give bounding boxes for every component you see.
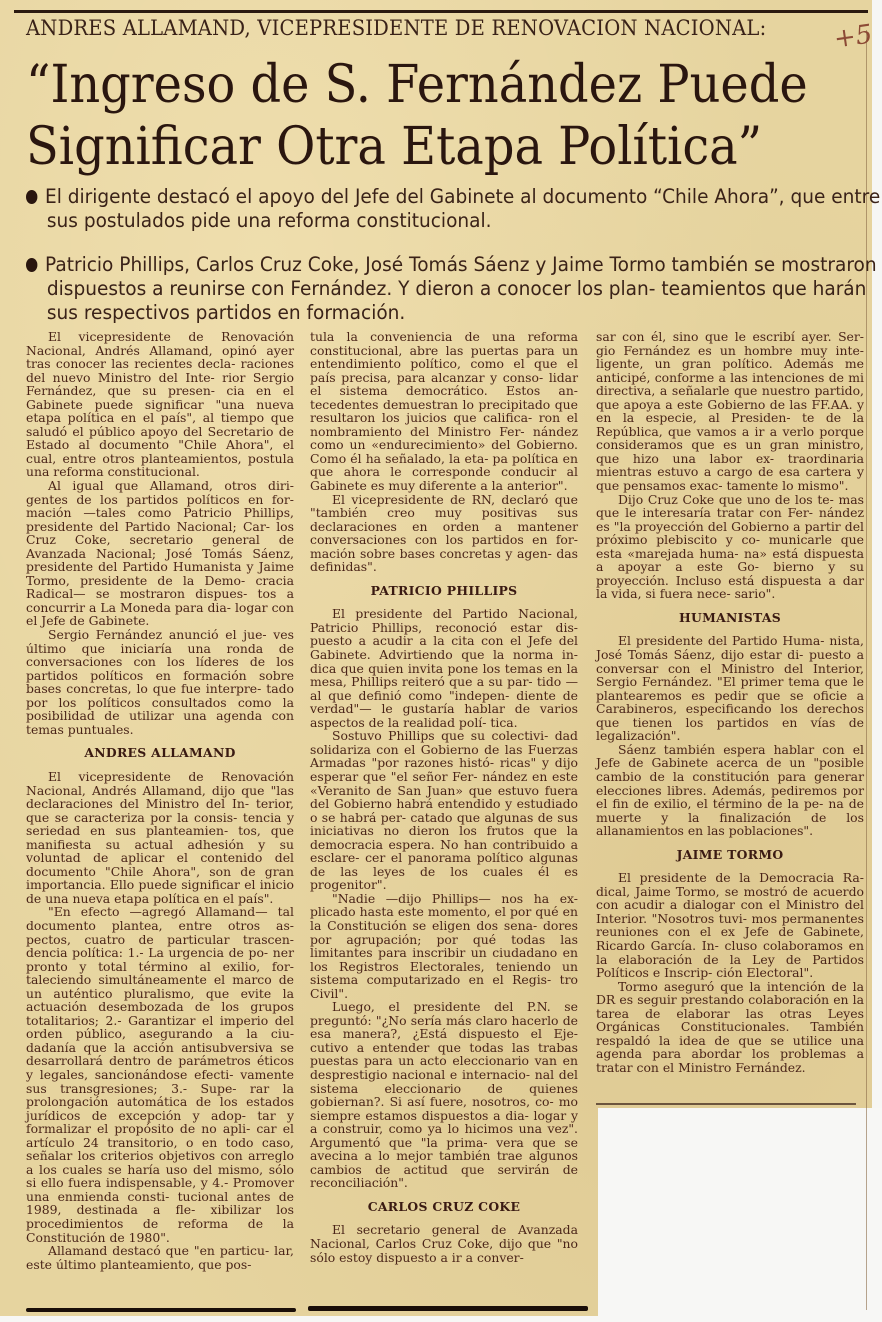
column-end-rule xyxy=(596,1103,856,1105)
paragraph: El presidente de la Democracia Ra- dical, Jaime Tormo, se mostró de acuerdo con acudir a dialogar con el Ministro del Interior. "Nosotros tuvi- mos permanentes reuniones con el ex Jefe de Gabinete, Ricardo García. In- cluso colaboramos en la elaboración de la Ley de Partidos Políticos e Inscrip- ción Electoral". xyxy=(596,870,864,981)
blank-area xyxy=(598,1108,882,1322)
summary-bullet-1 xyxy=(26,185,881,233)
kicker: ANDRES ALLAMAND, VICEPRESIDENTE DE RENOVACION NACIONAL: xyxy=(26,16,767,40)
headline xyxy=(26,54,808,178)
top-rule xyxy=(14,10,868,13)
section-heading: CARLOS CRUZ COKE xyxy=(367,1198,521,1214)
section-heading: JAIME TORMO xyxy=(676,846,784,862)
paragraph: El vicepresidente de Renovación Nacional, Andrés Allamand, dijo que "las declaraciones del Ministro del In- terior, que se caracteriza por la consis- tencia y seriedad en sus planteamien- tos, que manifiesta su actual adhesión y su voluntad de aplicar el contenido del documento "Chile Ahora", son de gran importancia. Ello puede significar el inicio de una nueva etapa política en el país". xyxy=(26,768,294,906)
bullet-icon xyxy=(26,190,37,204)
headline-line-2: Significar Otra Etapa Política” xyxy=(26,117,763,177)
paragraph: El secretario general de Avanzada Nacional, Carlos Cruz Coke, dijo que "no sólo estoy dispuesto a ir a conver- xyxy=(310,1222,578,1265)
bottom-rule xyxy=(308,1306,588,1311)
summary-bullet-2 xyxy=(26,253,877,325)
blank-strip xyxy=(0,1316,882,1322)
paragraph: El presidente del Partido Nacional, Patricio Phillips, reconoció estar dis- puesto a acudir a la cita con el Jefe del Gabinete. Advirtiendo que la norma in- dica que quien invita pone los temas en la mesa, Phillips reiteró que a su par- tido —al que definió como "indepen- diente de verdad"— le gustaría hablar de varios aspectos de la realidad polí- tica. xyxy=(310,606,578,730)
paragraph: sar con él, sino que le escribí ayer. Ser- gio Fernández es un hombre muy inte- ligente, un gran político. Además me anticipé, conforme a las intenciones de mi directiva, a señalarle que nuestro partido, que apoya a este Gobierno de las FF.AA. y en la especie, al Presiden- te de la República, que vamos a ir a verlo porque consideramos que es un gran ministro, que hizo una labor ex- traordinaria mientras estuvo a cargo de esa cartera y que pensamos exac- tamente lo mismo". xyxy=(596,329,864,494)
paragraph: Luego, el presidente del P.N. se preguntó: "¿No sería más claro hacerlo de esa manera?, ¿Está dispuesto el Eje- cutivo a entender que todas las trabas puestas para un acto eleccionario van en desprestigio nacional e internacio- nal del sistema eleccionario de quienes gobiernan?. Si así fuere, nosotros, co- mo siempre estamos dispuestos a dia- logar y a construir, como ya lo hicimos una vez". Argumentó que "la prima- vera que se avecina a lo mejor también trae algunos cambios de actitud que servirán de reconciliación". xyxy=(310,999,578,1191)
headline-line-1: “Ingreso de S. Fernández Puede xyxy=(26,55,808,115)
paragraph: Sáenz también espera hablar con el Jefe de Gabinete acerca de un "posible cambio de la constitución para generar elecciones libres. Además, pediremos por el fin de exilio, el término de la pe- na de muerte y la finalización de los allanamientos en las poblaciones". xyxy=(596,741,864,839)
bullet-text: El dirigente destacó el apoyo del Jefe del Gabinete al documento “Chile Ahora”, que entre sus postulados pide una reforma constitucional. xyxy=(45,185,881,232)
paragraph: tula la conveniencia de una reforma constitucional, abre las puertas para un entendimiento político, como el que el país precisa, para alcanzar y conso- lidar el sistema democrático. Estos an- tecedentes demuestran lo precipitado que resultaron los juicios que califica- ron el nombramiento del Ministro Fer- nández como un «endurecimiento» del Gobierno. Como él ha señalado, la eta- pa política en que ahora le corresponde conducir al Gabinete es muy diferente a la anterior". xyxy=(310,329,578,494)
section-heading: PATRICIO PHILLIPS xyxy=(370,582,518,598)
paragraph: Dijo Cruz Coke que uno de los te- mas que le interesaría tratar con Fer- nández es "la proyección del Gobierno a partir del próximo plebiscito y co- municarle que esta «marejada huma- na» está dispuesta a apoyar a este Go- bierno y su proyección. Incluso está dispuesta a dar la vida, si fuera nece- sario". xyxy=(596,491,864,602)
column-3 xyxy=(596,330,864,1074)
bullet-icon xyxy=(26,258,37,272)
paragraph: El presidente del Partido Huma- nista, José Tomás Sáenz, dijo estar di- puesto a conversar con el Ministro del Interior, Sergio Fernández. "El primer tema que le plantearemos es pedir que se oficie a Carabineros, especificando los derechos que tienen los partidos en vías de legalización". xyxy=(596,633,864,744)
paragraph: Allamand destacó que "en particu- lar, este último planteamiento, que pos- xyxy=(26,1243,294,1272)
section-heading: HUMANISTAS xyxy=(678,609,781,625)
paragraph: "En efecto —agregó Allamand— tal documento plantea, entre otros as- pectos, cuatro de particular trascen- dencia política: 1.- La urgencia de po- ner pronto y total término al exilio, for- taleciendo simultáneamente el marco de un auténtico pluralismo, que evite la actuación desembozada de los grupos totalitarios; 2.- Garantizar el imperio del orden público, asegurando a la ciu- dadanía que la acción antisubversiva se desarrollará dentro de parámetros éticos y legales, sancionándose efecti- vamente sus transgresiones; 3.- Supe- rar la prolongación automática de los estados jurídicos de excepción y adop- tar y formalizar el propósito de no apli- car el artículo 24 transitorio, o en todo caso, señalar los criterios objetivos con arreglo a los cuales se haría uso del mismo, sólo si ello fuera indispensable, y 4.- Promover una enmienda consti- tucional antes de 1989, destinada a fle- xibilizar los procedimientos de reforma de la Constitución de 1980". xyxy=(26,904,294,1245)
paragraph: Al igual que Allamand, otros diri- gentes de los partidos políticos en for- mación —tales como Patricio Phillips, presidente del Partido Nacional; Car- los Cruz Coke, secretario general de Avanzada Nacional; José Tomás Sáenz, presidente del Partido Humanista y Jaime Tormo, presidente de la Demo- cracia Radical— se mostraron dispues- tos a concurrir a La Moneda para dia- logar con el Jefe de Gabinete. xyxy=(26,478,294,629)
paragraph: Sostuvo Phillips que su colectivi- dad solidariza con el Gobierno de las Fuerzas Armadas "por razones histó- ricas" y dijo esperar que "el señor Fer- nández en este «Veranito de San Juan» que estuvo fuera del Gobierno habrá entendido y estudiado o se habrá per- catado que algunas de sus iniciativas no dieron los frutos que la democracia espera. No han contribuido a esclare- cer el panorama político algunas de las leyes de los cuales él es progenitor". xyxy=(310,728,578,893)
section-heading: ANDRES ALLAMAND xyxy=(84,745,236,761)
paragraph: "Nadie —dijo Phillips— nos ha ex- plicado hasta este momento, el por qué en la Constitución se eligen dos sena- dores por agrupación; por qué todas las limitantes para inscribir un ciudadano en los Registros Electorales, teniendo un sistema computarizado en el Regis- tro Civil". xyxy=(310,890,578,1001)
column-1 xyxy=(26,330,294,1271)
paragraph: Tormo aseguró que la intención de la DR es seguir prestando colaboración en la tarea de elaborar las otras Leyes Orgánicas Constitucionales. También respaldó la idea de que se utilice una agenda para abordar los problemas a tratar con el Ministro Fernández. xyxy=(596,978,864,1075)
paragraph: El vicepresidente de Renovación Nacional, Andrés Allamand, opinó ayer tras conocer las recientes decla- raciones del nuevo Ministro del Inte- rior Sergio Fernández, que su presen- cia en el Gabinete puede significar "una nueva etapa política en el país", al tiempo que saludó el público apoyo del Secretario de Estado al documento "Chile Ahora", el cual, entre otros planteamientos, postula una reforma constitucional. xyxy=(26,329,294,480)
bottom-rule xyxy=(26,1308,296,1312)
column-2 xyxy=(310,330,578,1264)
handwritten-note: +5 xyxy=(832,19,875,55)
paragraph: El vicepresidente de RN, declaró que "también creo muy positivas sus declaraciones en orden a mantener conversaciones con los partidos en for- mación sobre bases concretas y agen- das definidas". xyxy=(310,491,578,575)
bullet-text: Patricio Phillips, Carlos Cruz Coke, José Tomás Sáenz y Jaime Tormo también se mostraron dispuestos a reunirse con Fernández. Y dieron a conocer los plan- teamientos que harán sus respectivos partidos en formación. xyxy=(45,253,877,324)
paragraph: Sergio Fernández anunció el jue- ves último que iniciaría una ronda de conversaciones con los líderes de los partidos políticos en formación sobre bases concretas, lo que fue interpre- tado por los políticos consultados como la posibilidad de utilizar una agenda con temas puntuales. xyxy=(26,627,294,737)
